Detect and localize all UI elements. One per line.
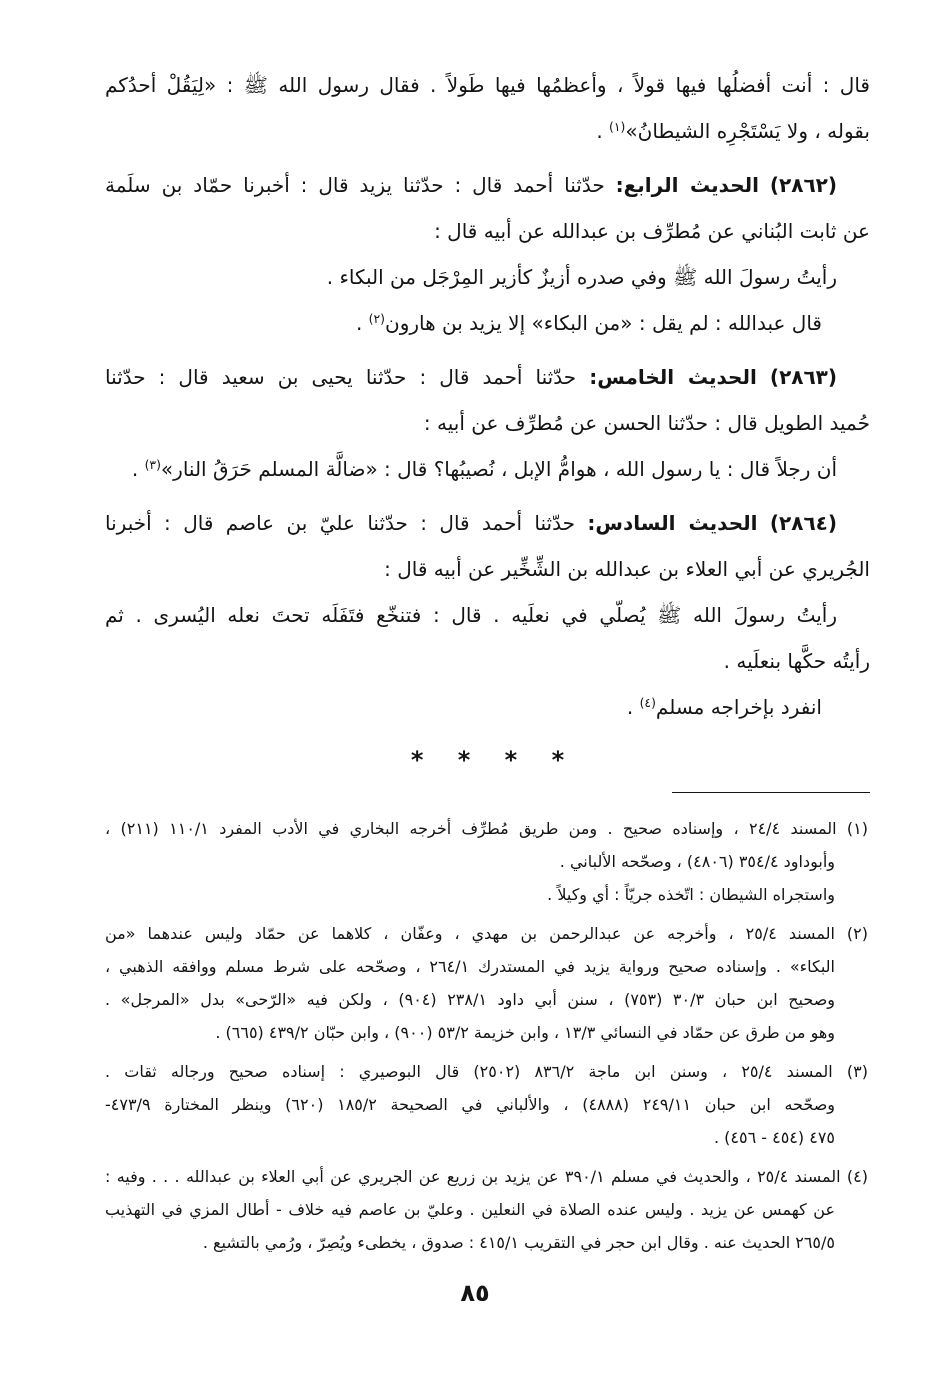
footnote-4-text: المسند ٢٥/٤ ، والحديث في مسلم ٣٩٠/١ عن يزيد بن زريع عن الجريري عن أبي العلاء بن عبدالله . . . وفيه : bbox=[105, 1167, 841, 1186]
footnote-ref-2: (٢) bbox=[368, 311, 385, 327]
hadith-2864-matn-line-2: رأيتُه حكَّها بنعلَيه . bbox=[723, 649, 870, 673]
hadith-2862-comment bbox=[105, 300, 870, 346]
hadith-2862-comment-end: . bbox=[355, 311, 369, 335]
hadith-2864-isnad-text: حدّثنا أحمد قال : حدّثنا عليّ بن عاصم قال : أخبرنا bbox=[105, 511, 575, 535]
hadith-2864-takhrij bbox=[105, 684, 870, 730]
hadith-2862-isnad-line-1 bbox=[105, 162, 870, 208]
footnote-4-marker: (٤) bbox=[846, 1167, 868, 1186]
hadith-2863-isnad-line-2: حُميد الطويل قال : حدّثنا الحسن عن مُطرِّف عن أبيه : bbox=[423, 411, 870, 435]
footnote-ref-1: (١) bbox=[609, 119, 626, 135]
footnote-2-marker: (٢) bbox=[846, 924, 868, 943]
footnote-4-line-3: ٢٦٥/٥ الحديث عنه . وقال ابن حجر في التقريب ٤١٥/١ : صدوق ، يخطىء ويُصِرّ ، ورُمي بالتشيع . bbox=[202, 1233, 835, 1252]
footnote-1-line-1 bbox=[105, 812, 868, 845]
intro-line-2 bbox=[105, 108, 870, 154]
hadith-2862-number: (٢٨٦٢) bbox=[769, 173, 838, 197]
hadith-2863-matn-end: . bbox=[131, 457, 145, 481]
footnotes bbox=[105, 812, 868, 1259]
hadith-2863-matn bbox=[105, 446, 870, 492]
hadith-2864-matn-line-1: رأيتُ رسولَ الله ﷺ يُصلّي في نعلَيه . قال : فتنخّع فتَفَلَه تحتَ نعله اليُسرى . ثم bbox=[105, 603, 837, 627]
hadith-2863-number: (٢٨٦٣) bbox=[769, 365, 838, 389]
hadith-2862-title: الحديث الرابع: bbox=[615, 173, 759, 197]
hadith-2862-isnad-text: حدّثنا أحمد قال : حدّثنا يزيد قال : أخبرنا حمّاد بن سلَمة bbox=[105, 173, 605, 197]
footnote-3-line-2: وصحّحه ابن حبان ٢٤٩/١١ (٤٨٨٨) ، والألباني في الصحيحة ١٨٥/٢ (٦٢٠) وينظر المختارة ٤٧٣/٩- bbox=[105, 1095, 836, 1114]
hadith-2864-title: الحديث السادس: bbox=[587, 511, 758, 535]
footnote-4-line-1 bbox=[105, 1160, 868, 1193]
hadith-2862-matn: رأيتُ رسولَ الله ﷺ وفي صدره أزيزٌ كأزير المِرْجَل من البكاء . bbox=[326, 265, 837, 289]
hadith-2864-number: (٢٨٦٤) bbox=[769, 511, 837, 535]
footnote-1-marker: (١) bbox=[846, 819, 868, 838]
footnote-1 bbox=[105, 812, 868, 911]
footnote-1-line-3: واستجراه الشيطان : اتّخذه جريّاً : أي وكيلاً . bbox=[547, 885, 835, 904]
footnote-2-text: المسند ٢٥/٤ ، وأخرجه عن عبدالرحمن بن مهدي ، وعفّان ، كلاهما عن حمّاد وليس عندهما «من bbox=[105, 924, 835, 943]
hadith-2863-isnad-text: حدّثنا أحمد قال : حدّثنا يحيى بن سعيد قال : حدّثنا bbox=[105, 365, 577, 389]
footnote-1-line-2: وأبوداود ٣٥٤/٤ (٤٨٠٦) ، وصحّحه الألباني . bbox=[559, 852, 835, 871]
hadith-2864-isnad-line-2: الجُريري عن أبي العلاء بن عبدالله بن الشِّخِّير عن أبيه قال : bbox=[384, 557, 870, 581]
intro-line-2-end: . bbox=[596, 119, 610, 143]
footnote-2-line-2: البكاء» . وإسناده صحيح ورواية يزيد في المستدرك ٢٦٤/١ ، وصحّحه على شرط مسلم ووافقه الذهبي ، bbox=[105, 957, 835, 976]
footnote-4-line-2: عن كهمس عن يزيد . وليس عنده الصلاة في النعلين . وعليّ بن عاصم فيه خلاف - أطال المزي في التهذيب bbox=[105, 1200, 835, 1219]
footnote-3-marker: (٣) bbox=[846, 1062, 868, 1081]
footnote-2-line-1 bbox=[105, 917, 868, 950]
hadith-2862-isnad-line-2: عن ثابت البُناني عن مُطرِّف بن عبدالله عن أبيه قال : bbox=[434, 219, 870, 243]
footnote-2-line-3: وصحيح ابن حبان ٣٠/٣ (٧٥٣) ، سنن أبي داود ٢٣٨/١ (٩٠٤) ، ولكن فيه «الرّحى» بدل «المرجل» . bbox=[105, 990, 836, 1009]
footnote-4 bbox=[105, 1160, 868, 1259]
footnote-rule bbox=[672, 792, 870, 793]
footnote-ref-3: (٣) bbox=[144, 457, 161, 473]
intro-line-2-text: بقوله ، ولا يَسْتَجْرِه الشيطانُ» bbox=[625, 119, 870, 143]
section-separator: * * * * bbox=[410, 746, 565, 774]
intro-line-1: قال : أنت أفضلُها فيها قولاً ، وأعظمُها فيها طَولاً . فقال رسول الله ﷺ : «لِيَقُلْ أحدُكم bbox=[105, 73, 870, 97]
footnote-2 bbox=[105, 917, 868, 1049]
hadith-2862-comment-text: قال عبدالله : لم يقل : «من البكاء» إلا يزيد بن هارون bbox=[385, 311, 822, 335]
main-text bbox=[105, 62, 870, 730]
footnote-1-text: المسند ٢٤/٤ ، وإسناده صحيح . ومن طريق مُطرِّف أخرجه البخاري في الأدب المفرد ١١٠/١ (٢١١) ، bbox=[105, 819, 837, 838]
footnote-ref-4: (٤) bbox=[639, 695, 656, 711]
hadith-2864-takhrij-end: . bbox=[626, 695, 640, 719]
footnote-3-text: المسند ٢٥/٤ ، وسنن ابن ماجة ٨٣٦/٢ (٢٥٠٢) قال البوصيري : إسناده صحيح ورجاله ثقات . bbox=[105, 1062, 833, 1081]
hadith-2863-title: الحديث الخامس: bbox=[589, 365, 757, 389]
footnote-3 bbox=[105, 1055, 868, 1154]
footnote-2-line-4: وهو من طرق عن حمّاد في النسائي ١٣/٣ ، وابن خزيمة ٥٣/٢ (٩٠٠) ، وابن حبّان ٤٣٩/٢ (٦٦٥) . bbox=[215, 1023, 835, 1042]
footnote-3-line-1 bbox=[105, 1055, 868, 1088]
footnote-3-line-3: ٤٧٥ (٤٥٤ - ٤٥٦) . bbox=[713, 1128, 835, 1147]
hadith-2864-isnad-line-1 bbox=[105, 500, 870, 546]
hadith-2863-matn-text: أن رجلاً قال : يا رسول الله ، هوامُّ الإبل ، نُصيبُها؟ قال : «ضالَّة المسلم حَرَقُ النار» bbox=[160, 457, 837, 481]
hadith-2863-isnad-line-1 bbox=[105, 354, 870, 400]
page-number: ٨٥ bbox=[460, 1279, 490, 1307]
hadith-2864-takhrij-text: انفرد بإخراجه مسلم bbox=[655, 695, 822, 719]
